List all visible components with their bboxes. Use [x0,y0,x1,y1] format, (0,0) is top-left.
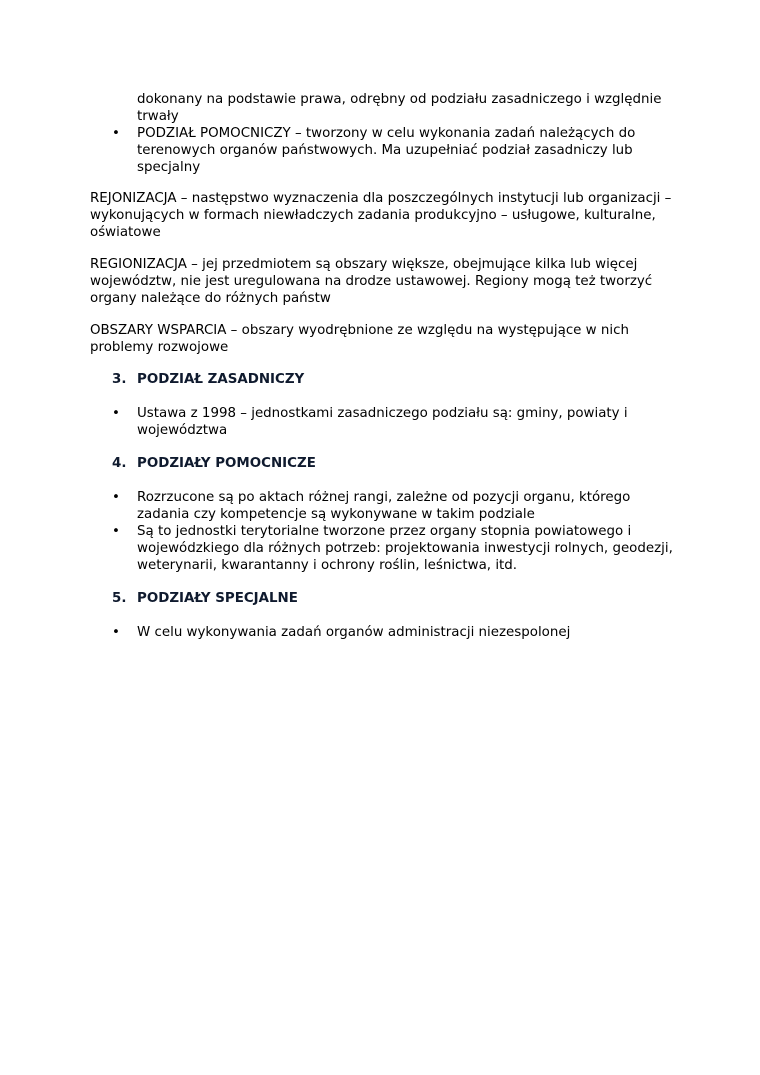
list-item-text: W celu wykonywania zadań organów administracji niezespolonej [137,625,571,640]
section-number: 5. [112,591,127,606]
section-number: 4. [112,456,127,471]
continuation-text: dokonany na podstawie prawa, odrębny od podziału zasadniczego i względnie trwały [137,92,662,124]
bullet-icon: • [112,524,120,539]
bullet-icon: • [112,126,120,141]
section-number: 3. [112,372,127,387]
section-title: PODZIAŁY SPECJALNE [137,591,298,606]
paragraph-obszary-wsparcia: OBSZARY WSPARCIA – obszary wyodrębnione ze względu na występujące w nich problemy rozwojowe [90,323,629,355]
list-item-text: PODZIAŁ POMOCNICZY – tworzony w celu wykonania zadań należących do terenowych organów państwowych. Ma uzupełniać podział zasadniczy lub specjalny [137,126,636,175]
list-item-text: Rozrzucone są po aktach różnej rangi, zależne od pozycji organu, którego zadania czy kompetencje są wykonywane w takim podziale [137,490,631,522]
bullet-icon: • [112,406,120,421]
bullet-icon: • [112,490,120,505]
list-item-text: Ustawa z 1998 – jednostkami zasadniczego podziału są: gminy, powiaty i województwa [137,406,628,438]
paragraph-regionizacja: REGIONIZACJA – jej przedmiotem są obszary większe, obejmujące kilka lub więcej województw, nie jest uregulowana na drodze ustawowej. Regiony mogą też tworzyć organy należące do różnych państw [90,257,653,306]
section-title: PODZIAŁY POMOCNICZE [137,456,316,471]
paragraph-rejonizacja: REJONIZACJA – następstwo wyznaczenia dla poszczególnych instytucji lub organizacji – wykonujących w formach niewładczych zadania produkcyjno – usługowe, kulturalne, oświatowe [90,191,672,240]
list-item-text: Są to jednostki terytorialne tworzone przez organy stopnia powiatowego i wojewódzkiego dla różnych potrzeb: projektowania inwestycji rolnych, geodezji, weterynarii, kwarantanny i ochrony roślin, leśnictwa, itd. [137,524,673,573]
bullet-icon: • [112,625,120,640]
section-title: PODZIAŁ ZASADNICZY [137,372,305,387]
